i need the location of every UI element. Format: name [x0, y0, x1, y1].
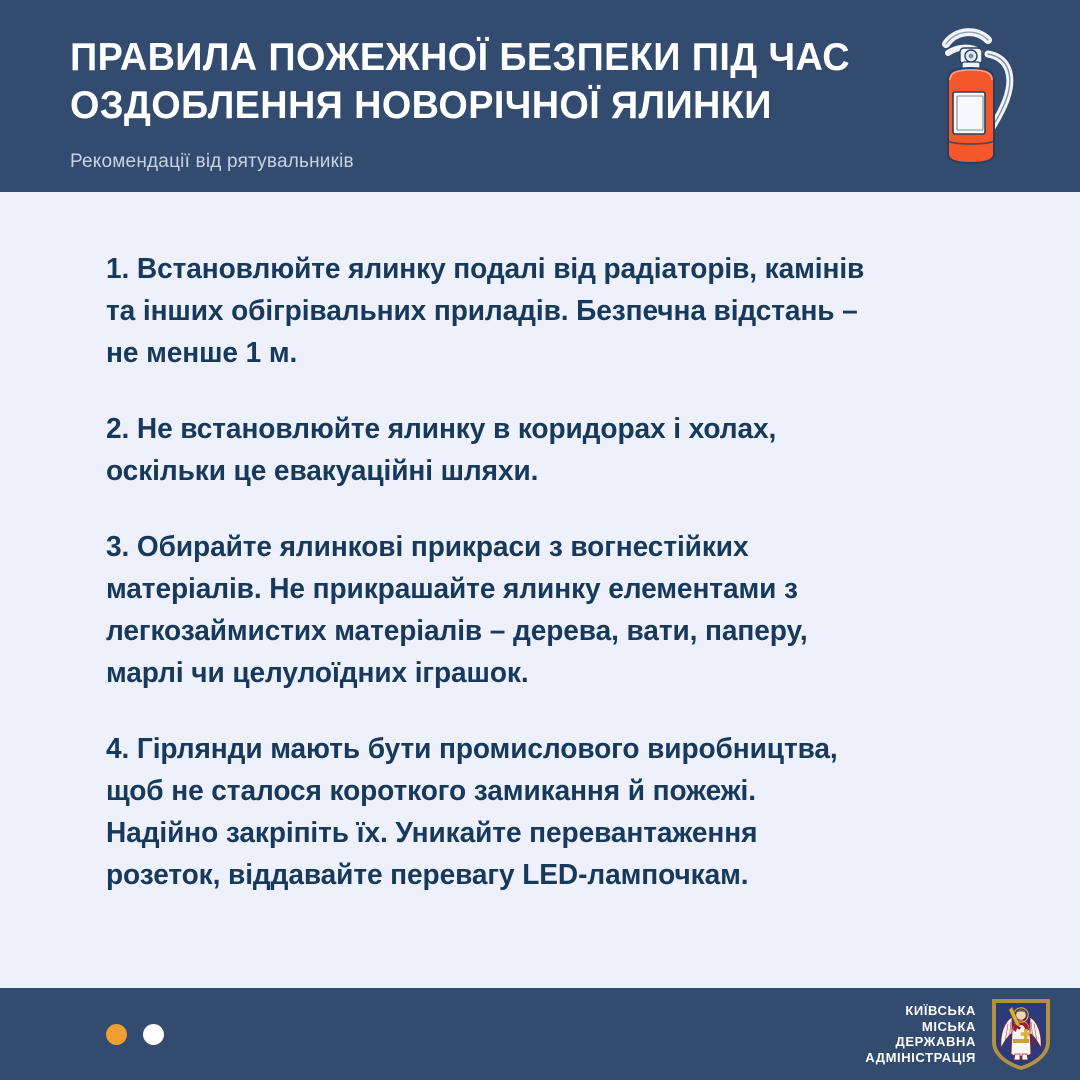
rule-4-line-4: розеток, віддавайте перевагу LED-лампочкам. [106, 859, 749, 891]
poster-footer [0, 988, 1080, 1080]
rule-item-2 [106, 408, 971, 492]
page-subtitle: Рекомендації від рятувальників [70, 151, 354, 172]
brand-line-3: ДЕРЖАВНА [895, 1034, 976, 1049]
rule-3-line-3: легкозаймистих матеріалів – дерева, вати, паперу, [106, 615, 808, 647]
brand-line-2: МІСЬКА [921, 1018, 976, 1034]
rule-1-line-1: 1. Встановлюйте ялинку подалі від радіаторів, камінів [106, 253, 865, 285]
rule-3-line-2: матеріалів. Не прикрашайте ялинку елементами з [106, 573, 798, 605]
rules-list-container [0, 192, 1080, 988]
page-title [70, 34, 924, 130]
brand-block [865, 996, 1052, 1072]
pagination-dot-2[interactable] [143, 1024, 164, 1045]
brand-line-1: КИЇВСЬКА [905, 1003, 976, 1018]
brand-line-4: АДМІНІСТРАЦІЯ [865, 1049, 976, 1065]
rule-3-line-4: марлі чи целулоїдних іграшок. [106, 657, 529, 689]
rule-4-line-3: Надійно закріпіть їх. Уникайте перевантаження [106, 817, 758, 849]
kyiv-coat-of-arms-icon [990, 996, 1052, 1072]
rule-2-line-2: оскільки це евакуаційні шляхи. [106, 455, 539, 487]
brand-name [865, 1003, 976, 1065]
rule-1-line-3: не менше 1 м. [106, 337, 298, 369]
poster-header [0, 0, 1080, 192]
rule-4-line-2: щоб не сталося короткого замикання й пожежі. [106, 775, 756, 807]
rule-1-line-2: та інших обігрівальних приладів. Безпечна відстань – [106, 295, 858, 327]
rule-3-line-1: 3. Обирайте ялинкові прикраси з вогнестійких [106, 531, 749, 563]
rule-4-line-1: 4. Гірлянди мають бути промислового виробництва, [106, 733, 838, 765]
fire-extinguisher-icon [926, 22, 1022, 170]
page-title-line-2: ОЗДОБЛЕННЯ НОВОРІЧНОЇ ЯЛИНКИ [70, 84, 772, 127]
rules-list [106, 248, 984, 896]
pagination-dot-1[interactable] [106, 1024, 127, 1045]
pagination-dots[interactable] [106, 1024, 164, 1045]
rule-item-1 [106, 248, 971, 374]
page-title-line-1: ПРАВИЛА ПОЖЕЖНОЇ БЕЗПЕКИ ПІД ЧАС [70, 36, 850, 79]
rule-2-line-1: 2. Не встановлюйте ялинку в коридорах і холах, [106, 413, 777, 445]
rule-item-4 [106, 728, 971, 896]
rule-item-3 [106, 526, 971, 694]
